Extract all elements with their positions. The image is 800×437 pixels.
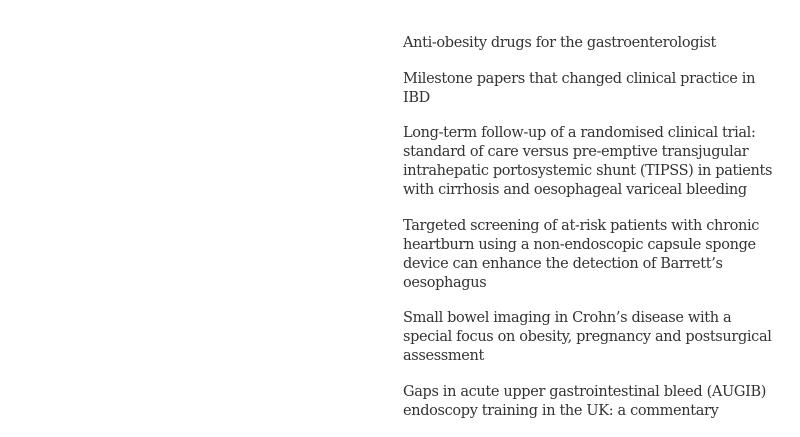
article-link-milestone-papers-ibd[interactable]: Milestone papers that changed clinical practice in IBD	[403, 70, 756, 106]
related-articles-list	[403, 34, 783, 437]
article-link-capsule-sponge-screening[interactable]: Targeted screening of at-risk patients with chronic heartburn using a non-endoscopic capsule sponge device can enhance the detection of Barrett’s oesophagus	[403, 217, 760, 291]
list-item	[403, 309, 783, 366]
list-item	[403, 34, 783, 53]
list-item	[403, 70, 783, 108]
list-item	[403, 124, 783, 200]
list-item	[403, 383, 783, 421]
article-link-anti-obesity-drugs[interactable]: Anti-obesity drugs for the gastroenterologist	[403, 35, 716, 51]
article-link-tipss-trial[interactable]: Long-term follow-up of a randomised clinical trial: standard of care versus pre-emptive transjugular intrahepatic portosystemic shunt (TIPSS) in patients with cirrhosis and oesophageal variceal bleeding	[403, 125, 773, 198]
blank-left-pane	[0, 0, 390, 419]
article-link-augib-training[interactable]: Gaps in acute upper gastrointestinal bleed (AUGIB) endoscopy training in the UK: a commentary	[403, 383, 767, 419]
article-link-crohns-small-bowel-imaging[interactable]: Small bowel imaging in Crohn’s disease with a special focus on obesity, pregnancy and postsurgical assessment	[403, 310, 772, 364]
list-item	[403, 217, 783, 293]
